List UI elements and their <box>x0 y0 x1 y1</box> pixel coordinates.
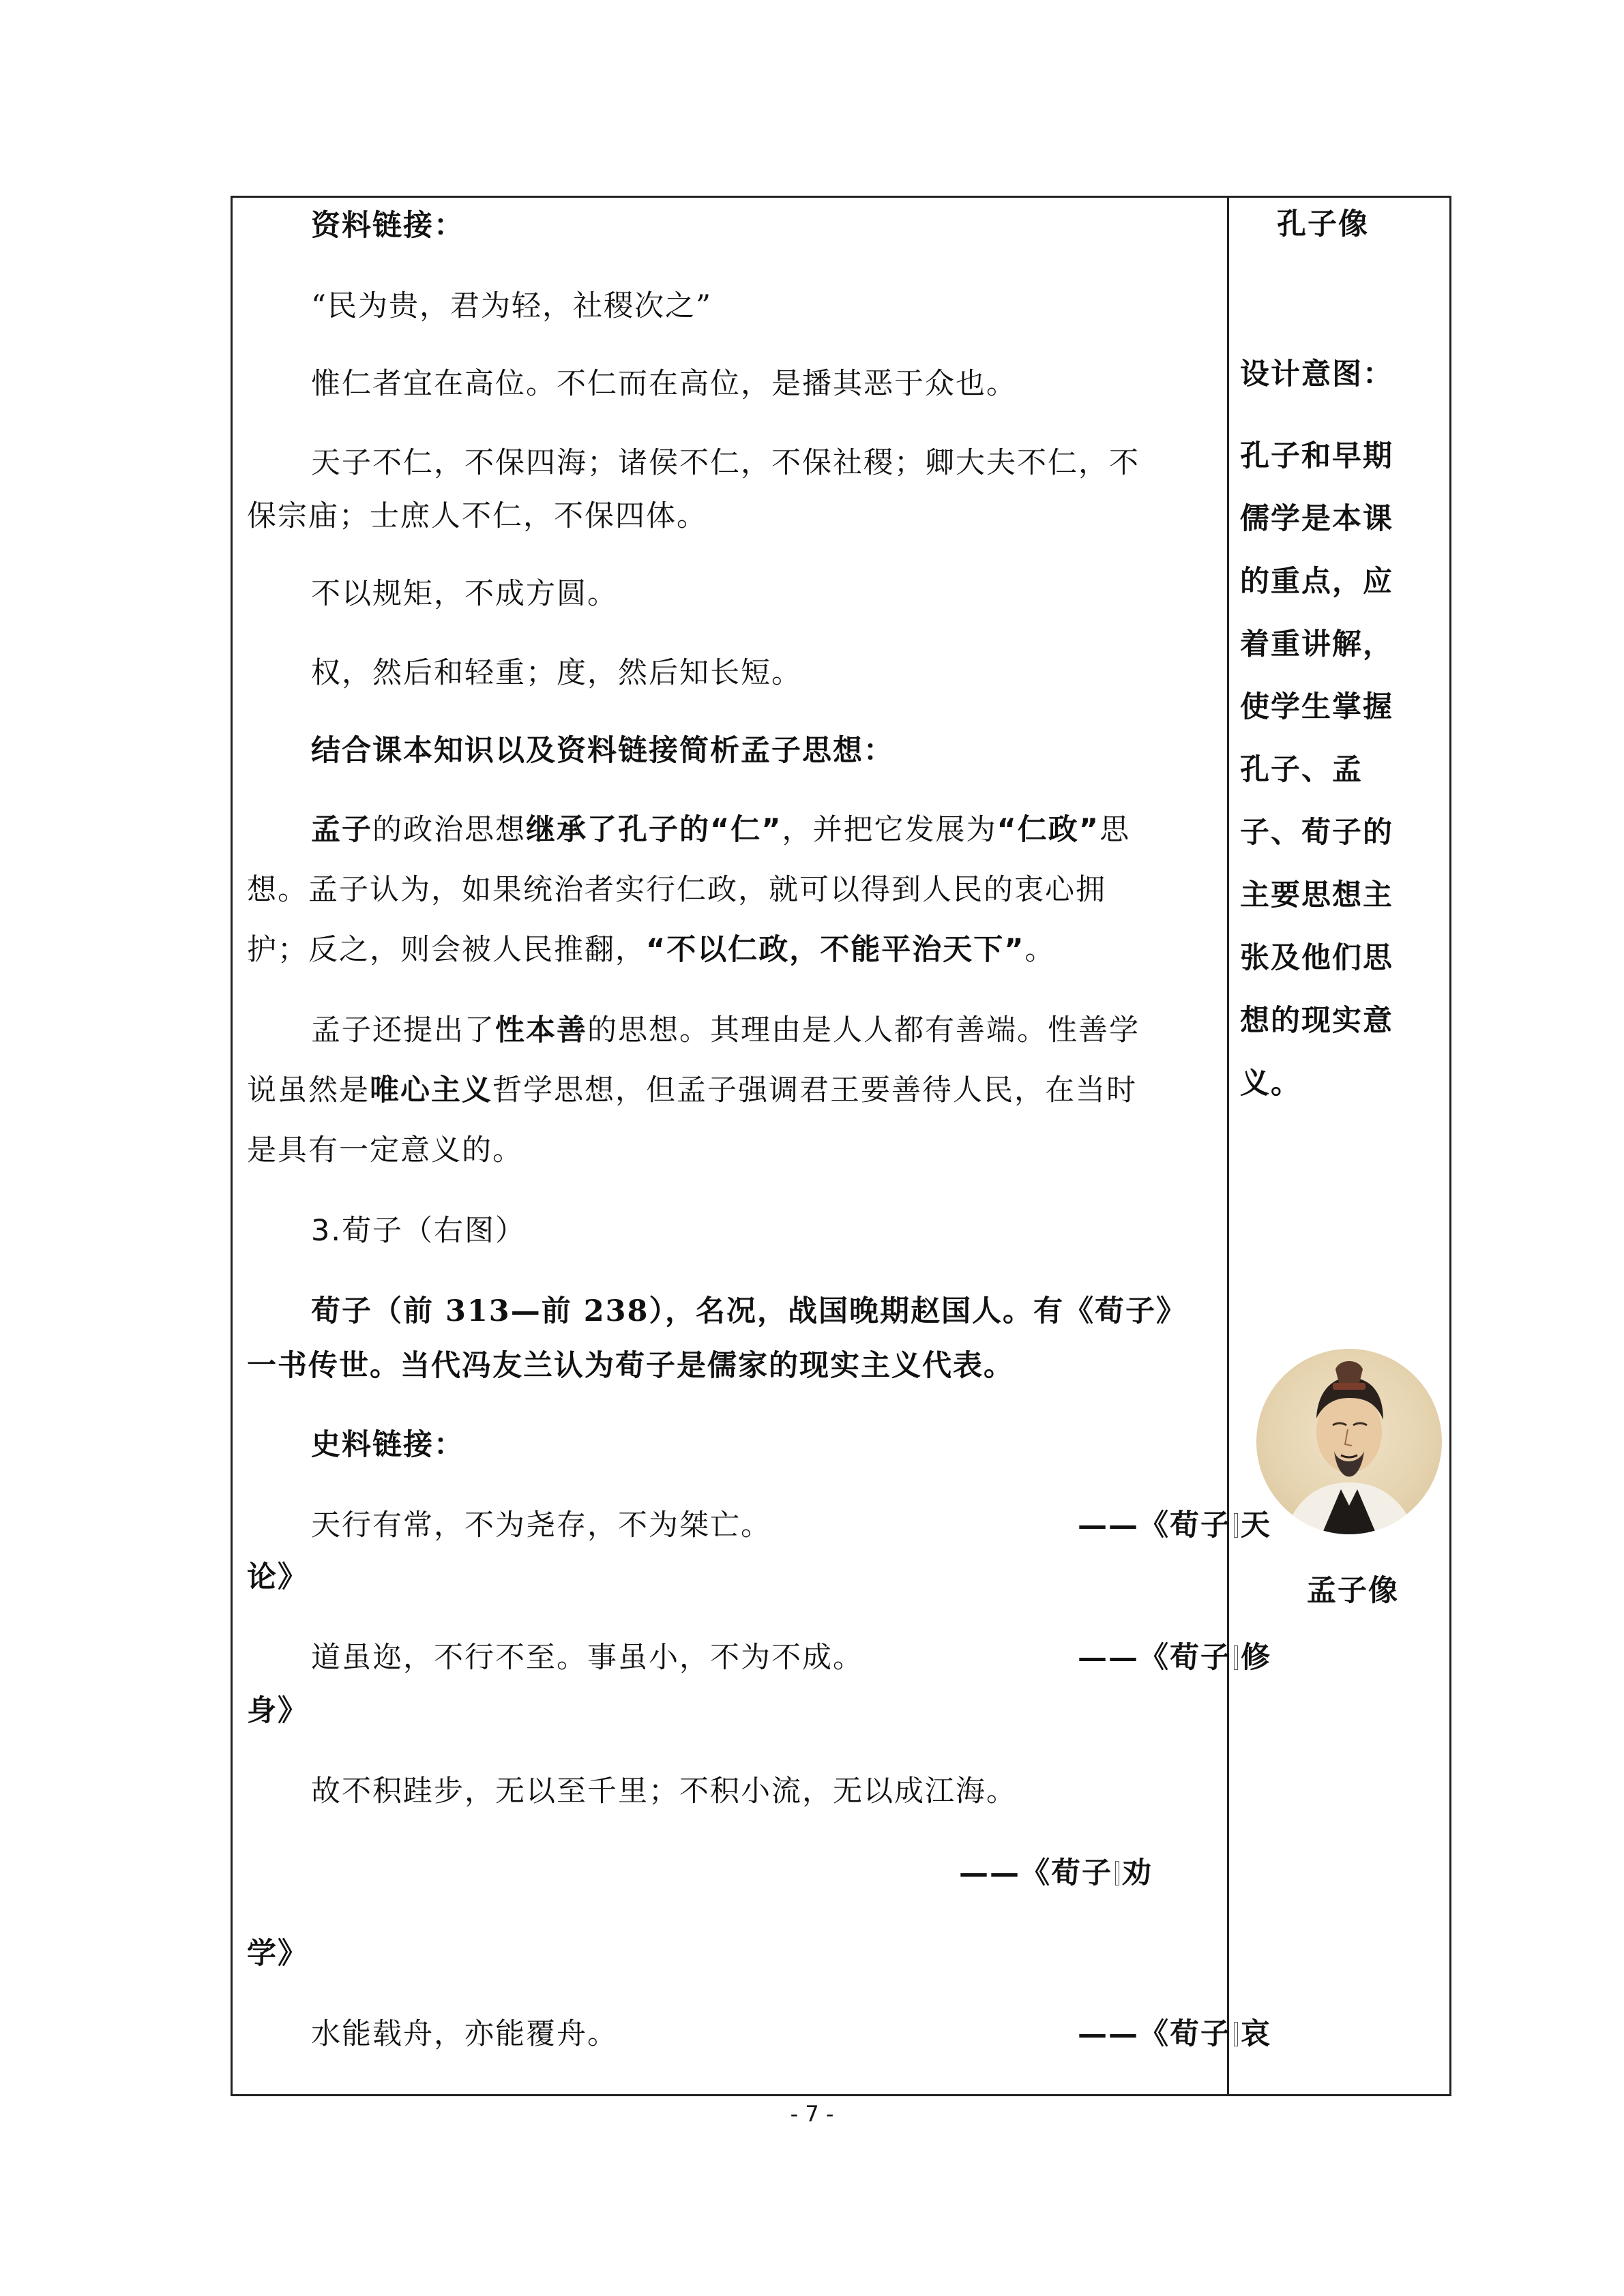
source-title: ——《荀子 <box>1078 1641 1231 1675</box>
text: 护；反之，则会被人民推翻， <box>247 933 646 967</box>
design-intent-line: 张及他们思 <box>1240 941 1393 975</box>
design-intent-line: 的重点，应 <box>1240 565 1393 599</box>
quote-3-line-2: 保宗庙；士庶人不仁，不保四体。 <box>247 499 707 533</box>
mencius-para2-line-1 <box>247 1000 1280 1060</box>
mencius-portrait-drawing <box>1256 1349 1442 1534</box>
design-intent-line: 着重讲解， <box>1240 627 1393 661</box>
xunzi-intro-line-2: 一书传世。当代冯友兰认为荀子是儒家的现实主义代表。 <box>247 1349 1014 1383</box>
design-intent-line: 子、荀子的 <box>1240 816 1393 850</box>
text: 孟子还提出了 <box>311 1013 495 1047</box>
source-title: ——《荀子 <box>1078 1508 1231 1542</box>
text-bold: 唯心主义 <box>370 1073 492 1107</box>
text: 说虽然是 <box>247 1073 370 1107</box>
xunzi-quote-2 <box>247 1628 1280 1688</box>
section-3-heading: 3.荀子（右图） <box>311 1214 527 1248</box>
text-bold: “仁政” <box>996 813 1100 847</box>
source-title: 天 <box>1241 1508 1271 1542</box>
text: 哲学思想，但孟子强调君王要善待人民，在当时 <box>492 1073 1137 1107</box>
text-bold: 性本善 <box>495 1013 587 1047</box>
design-intent-line: 想的现实意 <box>1240 1004 1393 1038</box>
missing-glyph-icon <box>1234 2022 1238 2046</box>
text: 的思想。其理由是人人都有善端。性善学 <box>587 1013 1140 1047</box>
design-intent-label: 设计意图： <box>1240 357 1393 391</box>
design-intent-line: 孔子和早期 <box>1240 439 1393 473</box>
quote-source <box>1078 1495 1271 1555</box>
design-intent-line: 儒学是本课 <box>1240 502 1393 536</box>
xunzi-quote-3-cont: 学》 <box>247 1937 308 1971</box>
quote-1: “民为贵，君为轻，社稷次之” <box>311 289 712 323</box>
text: 思 <box>1099 813 1131 847</box>
mencius-portrait-image <box>1256 1349 1442 1534</box>
xunzi-quote-1 <box>247 1495 1280 1555</box>
missing-glyph-icon <box>1234 1513 1238 1538</box>
source-title: ——《荀子 <box>959 1856 1112 1890</box>
missing-glyph-icon <box>1115 1861 1119 1885</box>
shiliao-heading: 史料链接： <box>311 1428 464 1462</box>
text-bold: “不以仁政，不能平治天下” <box>646 933 1025 967</box>
design-intent-line: 使学生掌握 <box>1240 690 1393 724</box>
quote-4: 不以规矩，不成方圆。 <box>311 577 618 611</box>
task-heading: 结合课本知识以及资料链接简析孟子思想： <box>311 734 894 768</box>
text-bold: 继承了孔子的“仁” <box>526 813 782 847</box>
quote-2: 惟仁者宜在高位。不仁而在高位，是播其恶于众也。 <box>311 367 1017 401</box>
mencius-para-line-1 <box>247 800 1280 860</box>
source-title: 哀 <box>1241 2017 1271 2051</box>
text: ，并把它发展为 <box>782 813 997 847</box>
quote-5: 权，然后和轻重；度，然后知长短。 <box>311 656 802 690</box>
xunzi-quote-3: 故不积跬步，无以至千里；不积小流，无以成江海。 <box>311 1774 1017 1808</box>
confucius-caption: 孔子像 <box>1277 207 1369 241</box>
mencius-para-line-3 <box>247 920 1215 980</box>
design-intent-line: 义。 <box>1240 1067 1301 1101</box>
design-intent-line: 孔子、孟 <box>1240 753 1363 787</box>
missing-glyph-icon <box>1234 1645 1238 1670</box>
mencius-para-line-2: 想。孟子认为，如果统治者实行仁政，就可以得到人民的衷心拥 <box>247 873 1106 907</box>
page-number: - 7 - <box>790 2101 834 2127</box>
text-bold: 孟子 <box>311 813 372 847</box>
quote-source <box>959 1843 1153 1903</box>
quote-text: 天行有常，不为尧存，不为桀亡。 <box>311 1508 771 1542</box>
xunzi-intro-line-1: 荀子（前 313—前 238），名况，战国晚期赵国人。有《荀子》 <box>311 1294 1187 1328</box>
source-title: 修 <box>1241 1641 1271 1675</box>
heading-ref: 资料链接： <box>311 209 464 243</box>
xunzi-quote-2-cont: 身》 <box>247 1694 308 1728</box>
source-title: ——《荀子 <box>1078 2017 1231 2051</box>
xunzi-quote-1-cont: 论》 <box>247 1560 308 1594</box>
design-intent-line: 主要思想主 <box>1240 878 1393 912</box>
text: 的政治思想 <box>372 813 526 847</box>
mencius-para2-line-2 <box>247 1060 1215 1120</box>
text: 。 <box>1024 933 1056 967</box>
source-title: 劝 <box>1122 1856 1153 1890</box>
quote-source <box>1078 2004 1271 2064</box>
xunzi-quote-4 <box>247 2004 1280 2064</box>
quote-source <box>1078 1628 1271 1688</box>
mencius-para2-line-3: 是具有一定意义的。 <box>247 1133 523 1167</box>
quote-text: 水能载舟，亦能覆舟。 <box>311 2017 618 2051</box>
quote-3-line-1: 天子不仁，不保四海；诸侯不仁，不保社稷；卿大夫不仁，不 <box>311 446 1140 480</box>
quote-text: 道虽迩，不行不至。事虽小，不为不成。 <box>311 1641 863 1675</box>
mencius-caption: 孟子像 <box>1307 1574 1399 1608</box>
